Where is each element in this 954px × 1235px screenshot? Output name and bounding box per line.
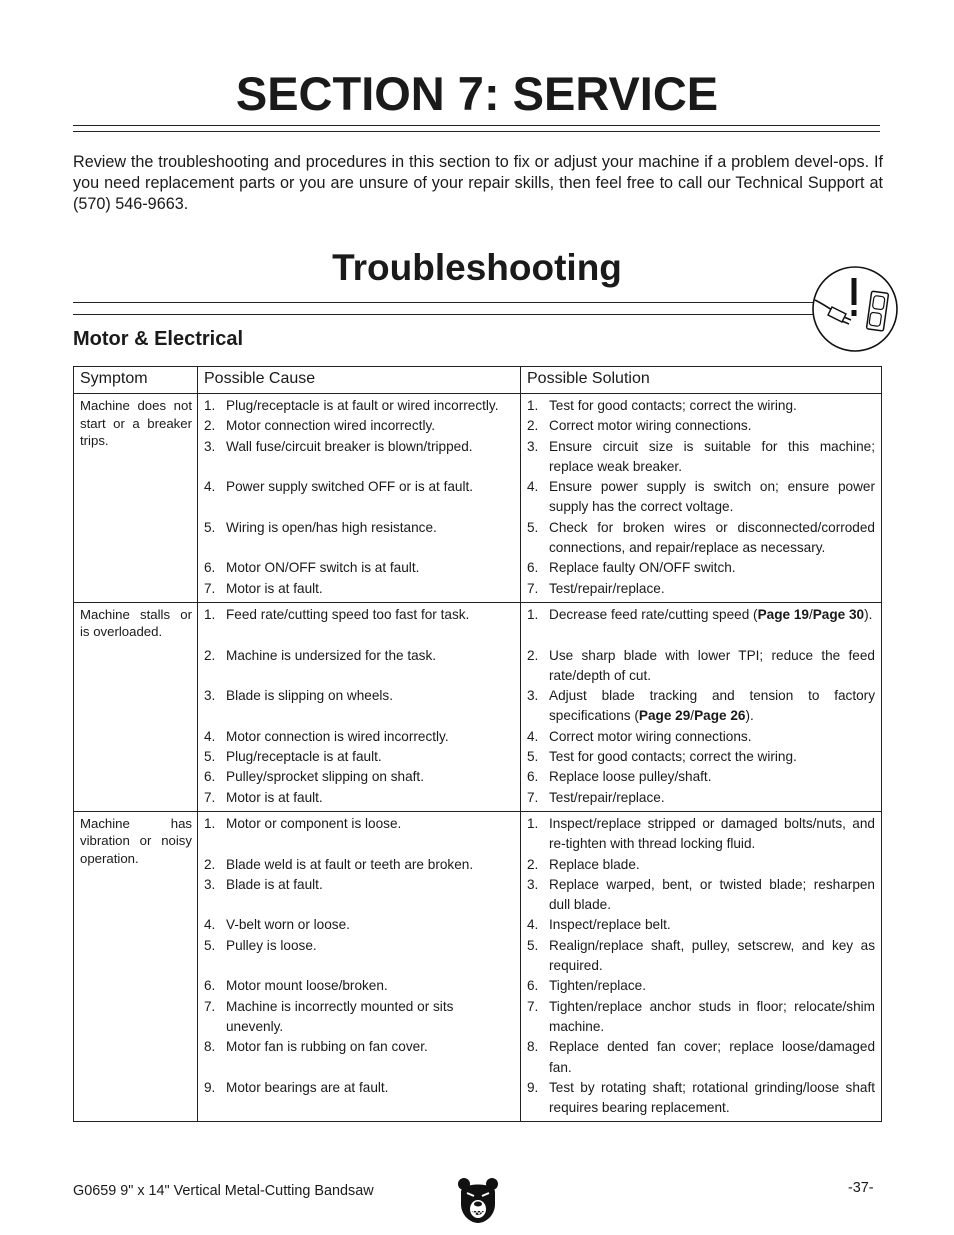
item-text: Power supply switched OFF or is at fault. bbox=[226, 479, 474, 495]
item-text: Test/repair/replace. bbox=[549, 789, 665, 805]
cause-item bbox=[204, 558, 514, 578]
item-number: 7. bbox=[204, 580, 216, 596]
item-text-part: / bbox=[808, 606, 813, 622]
cause-cell bbox=[198, 394, 521, 603]
item-text-part: Adjust blade tracking and tension to factory specifications ( bbox=[549, 688, 875, 724]
cause-item bbox=[204, 646, 514, 687]
solution-item bbox=[527, 814, 875, 855]
cause-item bbox=[204, 788, 514, 808]
item-text: Blade is at fault. bbox=[226, 876, 323, 892]
cause-item bbox=[204, 976, 514, 996]
cause-item bbox=[204, 875, 514, 916]
item-text: Inspect/replace stripped or damaged bolts/nuts, and re-tighten with thread locking fluid. bbox=[549, 815, 875, 852]
solution-item bbox=[527, 416, 875, 436]
item-number: 5. bbox=[204, 519, 216, 535]
item-number: 8. bbox=[204, 1039, 216, 1055]
item-text: Replace loose pulley/shaft. bbox=[549, 769, 712, 785]
item-number: 3. bbox=[204, 438, 216, 454]
cause-list bbox=[204, 814, 514, 1118]
item-text: Wiring is open/has high resistance. bbox=[226, 519, 437, 535]
item-text: Realign/replace shaft, pulley, setscrew, and key as required. bbox=[549, 937, 875, 974]
item-number: 4. bbox=[204, 917, 216, 933]
item-number: 2. bbox=[527, 856, 539, 872]
cause-item bbox=[204, 767, 514, 787]
item-text: Correct motor wiring connections. bbox=[549, 418, 752, 434]
item-number: 4. bbox=[527, 728, 539, 744]
subsection-title: Motor & Electrical bbox=[73, 328, 244, 350]
cause-item bbox=[204, 605, 514, 646]
item-text: Test/repair/replace. bbox=[549, 580, 665, 596]
item-text bbox=[549, 605, 875, 646]
cause-item bbox=[204, 416, 514, 436]
solution-item bbox=[527, 997, 875, 1038]
solution-item bbox=[527, 976, 875, 996]
solution-item bbox=[527, 579, 875, 599]
item-text: Motor is at fault. bbox=[226, 580, 323, 596]
item-text: Motor bearings are at fault. bbox=[226, 1079, 389, 1095]
solution-item bbox=[527, 855, 875, 875]
solution-item bbox=[527, 727, 875, 747]
cause-item bbox=[204, 855, 514, 875]
item-text: Motor ON/OFF switch is at fault. bbox=[226, 560, 420, 576]
item-number: 3. bbox=[527, 438, 539, 454]
item-text-part: ). bbox=[864, 606, 873, 622]
item-text: Pulley is loose. bbox=[226, 937, 317, 953]
item-number: 6. bbox=[204, 769, 216, 785]
item-number: 4. bbox=[527, 917, 539, 933]
footer-model: G0659 9" x 14" Vertical Metal-Cutting Bandsaw bbox=[73, 1183, 374, 1199]
cause-item bbox=[204, 396, 514, 416]
item-number: 3. bbox=[204, 688, 216, 704]
item-number: 1. bbox=[527, 815, 539, 831]
item-text: Motor connection is wired incorrectly. bbox=[226, 728, 449, 744]
item-text: Test for good contacts; correct the wiring. bbox=[549, 398, 797, 413]
item-number: 2. bbox=[527, 418, 539, 434]
table-row bbox=[74, 394, 882, 603]
solution-item bbox=[527, 1078, 875, 1119]
item-text-part: ). bbox=[745, 708, 754, 724]
solution-list bbox=[527, 814, 875, 1118]
item-number: 7. bbox=[204, 998, 216, 1014]
solution-list bbox=[527, 396, 875, 599]
item-text: Machine is undersized for the task. bbox=[226, 647, 437, 663]
solution-item bbox=[527, 518, 875, 559]
item-text-part: / bbox=[690, 708, 695, 724]
solution-item bbox=[527, 875, 875, 916]
cause-list bbox=[204, 605, 514, 808]
cause-item bbox=[204, 727, 514, 747]
item-number: 4. bbox=[527, 479, 539, 495]
solution-item bbox=[527, 1037, 875, 1078]
page-reference: Page 26 bbox=[694, 708, 746, 724]
item-text: Motor is at fault. bbox=[226, 789, 323, 805]
solution-item bbox=[527, 437, 875, 478]
symptom-cell: Machine stalls or is overloaded. bbox=[74, 602, 198, 811]
cause-cell bbox=[198, 602, 521, 811]
item-text: Motor or component is loose. bbox=[226, 815, 402, 831]
footer-page-number: -37- bbox=[848, 1180, 874, 1196]
item-text: Replace dented fan cover; replace loose/damaged fan. bbox=[549, 1039, 875, 1075]
solution-item bbox=[527, 747, 875, 767]
cause-item bbox=[204, 1037, 514, 1078]
cause-item bbox=[204, 814, 514, 855]
item-text: Motor mount loose/broken. bbox=[226, 978, 388, 994]
item-number: 2. bbox=[527, 647, 539, 663]
cause-cell bbox=[198, 811, 521, 1121]
section-title-rule bbox=[73, 125, 880, 132]
item-number: 5. bbox=[204, 749, 216, 765]
solution-cell bbox=[521, 602, 882, 811]
item-number: 1. bbox=[204, 398, 216, 413]
item-number: 3. bbox=[527, 688, 539, 704]
item-number: 2. bbox=[204, 418, 216, 434]
solution-item bbox=[527, 396, 875, 416]
item-text: Plug/receptacle is at fault or wired incorrectly. bbox=[226, 398, 499, 413]
item-number: 6. bbox=[204, 560, 216, 576]
item-text-part: Decrease feed rate/cutting speed ( bbox=[549, 606, 758, 622]
item-number: 9. bbox=[527, 1079, 539, 1095]
grizzly-bear-logo-icon bbox=[457, 1176, 499, 1224]
solution-item bbox=[527, 686, 875, 727]
page-reference: Page 29 bbox=[638, 708, 691, 724]
cause-item bbox=[204, 579, 514, 599]
solution-cell bbox=[521, 394, 882, 603]
cause-item bbox=[204, 997, 514, 1038]
item-number: 9. bbox=[204, 1079, 216, 1095]
header-possible-cause: Possible Cause bbox=[198, 367, 521, 394]
page-reference: Page 19 bbox=[757, 606, 809, 622]
cause-item bbox=[204, 747, 514, 767]
item-number: 1. bbox=[204, 815, 216, 831]
item-text: Test by rotating shaft; rotational grinding/loose shaft requires bearing replacement. bbox=[549, 1079, 875, 1116]
item-text: Use sharp blade with lower TPI; reduce the feed rate/depth of cut. bbox=[549, 647, 875, 683]
cause-item bbox=[204, 915, 514, 935]
item-number: 5. bbox=[527, 519, 539, 535]
item-text: Blade is slipping on wheels. bbox=[226, 688, 394, 704]
item-text: Tighten/replace anchor studs in floor; relocate/shim machine. bbox=[549, 998, 875, 1034]
cause-item bbox=[204, 936, 514, 977]
electrical-warning-icon bbox=[809, 266, 899, 352]
symptom-cell: Machine does not start or a breaker trips. bbox=[74, 394, 198, 603]
item-text: Replace warped, bent, or twisted blade; resharpen dull blade. bbox=[549, 876, 875, 913]
item-text: Replace faulty ON/OFF switch. bbox=[549, 560, 736, 576]
item-number: 6. bbox=[527, 769, 539, 785]
item-number: 3. bbox=[204, 876, 216, 892]
item-text: Machine is incorrectly mounted or sits unevenly. bbox=[226, 998, 454, 1034]
item-number: 1. bbox=[527, 606, 539, 622]
item-text: Correct motor wiring connections. bbox=[549, 728, 752, 744]
troubleshooting-table bbox=[73, 366, 882, 1122]
solution-item bbox=[527, 558, 875, 578]
solution-item bbox=[527, 767, 875, 787]
table-header-row bbox=[74, 367, 882, 394]
cause-item bbox=[204, 518, 514, 559]
item-number: 1. bbox=[527, 398, 539, 413]
item-number: 5. bbox=[527, 937, 539, 953]
solution-item bbox=[527, 477, 875, 518]
solution-list bbox=[527, 605, 875, 808]
item-number: 7. bbox=[527, 998, 539, 1014]
item-text: Test for good contacts; correct the wiring. bbox=[549, 749, 797, 765]
cause-item bbox=[204, 1078, 514, 1119]
solution-item bbox=[527, 915, 875, 935]
item-text: Motor fan is rubbing on fan cover. bbox=[226, 1039, 428, 1055]
section-title: SECTION 7: SERVICE bbox=[235, 67, 719, 120]
item-text: V-belt worn or loose. bbox=[226, 917, 350, 933]
item-text: Check for broken wires or disconnected/corroded connections, and repair/replace as necessary. bbox=[549, 519, 875, 556]
table-row bbox=[74, 811, 882, 1121]
troubleshooting-title: Troubleshooting bbox=[332, 247, 622, 288]
item-number: 5. bbox=[527, 749, 539, 765]
cause-list bbox=[204, 396, 514, 599]
header-possible-solution: Possible Solution bbox=[521, 367, 882, 394]
item-number: 6. bbox=[527, 978, 539, 994]
solution-cell bbox=[521, 811, 882, 1121]
item-text: Motor connection wired incorrectly. bbox=[226, 418, 436, 434]
header-symptom: Symptom bbox=[74, 367, 198, 394]
item-number: 2. bbox=[204, 856, 216, 872]
item-number: 3. bbox=[527, 876, 539, 892]
item-number: 6. bbox=[527, 560, 539, 576]
item-text: Ensure circuit size is suitable for this machine; replace weak breaker. bbox=[549, 438, 875, 474]
intro-paragraph: Review the troubleshooting and procedures in this section to fix or adjust your machine if a problem devel-ops. If you need replacement parts or you are unsure of your repair skills, then feel free to call our Technical Support at (570) 546-9663. bbox=[73, 153, 883, 213]
item-text: Replace blade. bbox=[549, 856, 640, 872]
table-row bbox=[74, 602, 882, 811]
item-number: 4. bbox=[204, 728, 216, 744]
item-number: 7. bbox=[527, 580, 539, 596]
item-text bbox=[549, 686, 875, 727]
page-reference: Page 30 bbox=[812, 606, 865, 622]
troubleshooting-rule bbox=[73, 302, 815, 315]
item-text: Wall fuse/circuit breaker is blown/tripped. bbox=[226, 438, 473, 454]
item-number: 7. bbox=[527, 789, 539, 805]
cause-item bbox=[204, 437, 514, 478]
item-text: Tighten/replace. bbox=[549, 978, 646, 994]
cause-item bbox=[204, 686, 514, 727]
item-text: Pulley/sprocket slipping on shaft. bbox=[226, 769, 424, 785]
solution-item bbox=[527, 646, 875, 687]
item-number: 6. bbox=[204, 978, 216, 994]
item-text: Inspect/replace belt. bbox=[549, 917, 671, 933]
item-number: 5. bbox=[204, 937, 216, 953]
cause-item bbox=[204, 477, 514, 518]
item-text: Plug/receptacle is at fault. bbox=[226, 749, 382, 765]
symptom-cell: Machine has vibration or noisy operation. bbox=[74, 811, 198, 1121]
item-number: 1. bbox=[204, 606, 216, 622]
solution-item bbox=[527, 936, 875, 977]
item-number: 8. bbox=[527, 1039, 539, 1055]
item-text: Blade weld is at fault or teeth are broken. bbox=[226, 856, 474, 872]
item-text: Ensure power supply is switch on; ensure power supply has the correct voltage. bbox=[549, 479, 875, 515]
item-number: 2. bbox=[204, 647, 216, 663]
solution-item bbox=[527, 788, 875, 808]
item-number: 4. bbox=[204, 479, 216, 495]
solution-item bbox=[527, 605, 875, 646]
item-number: 7. bbox=[204, 789, 216, 805]
item-text: Feed rate/cutting speed too fast for task. bbox=[226, 606, 470, 622]
